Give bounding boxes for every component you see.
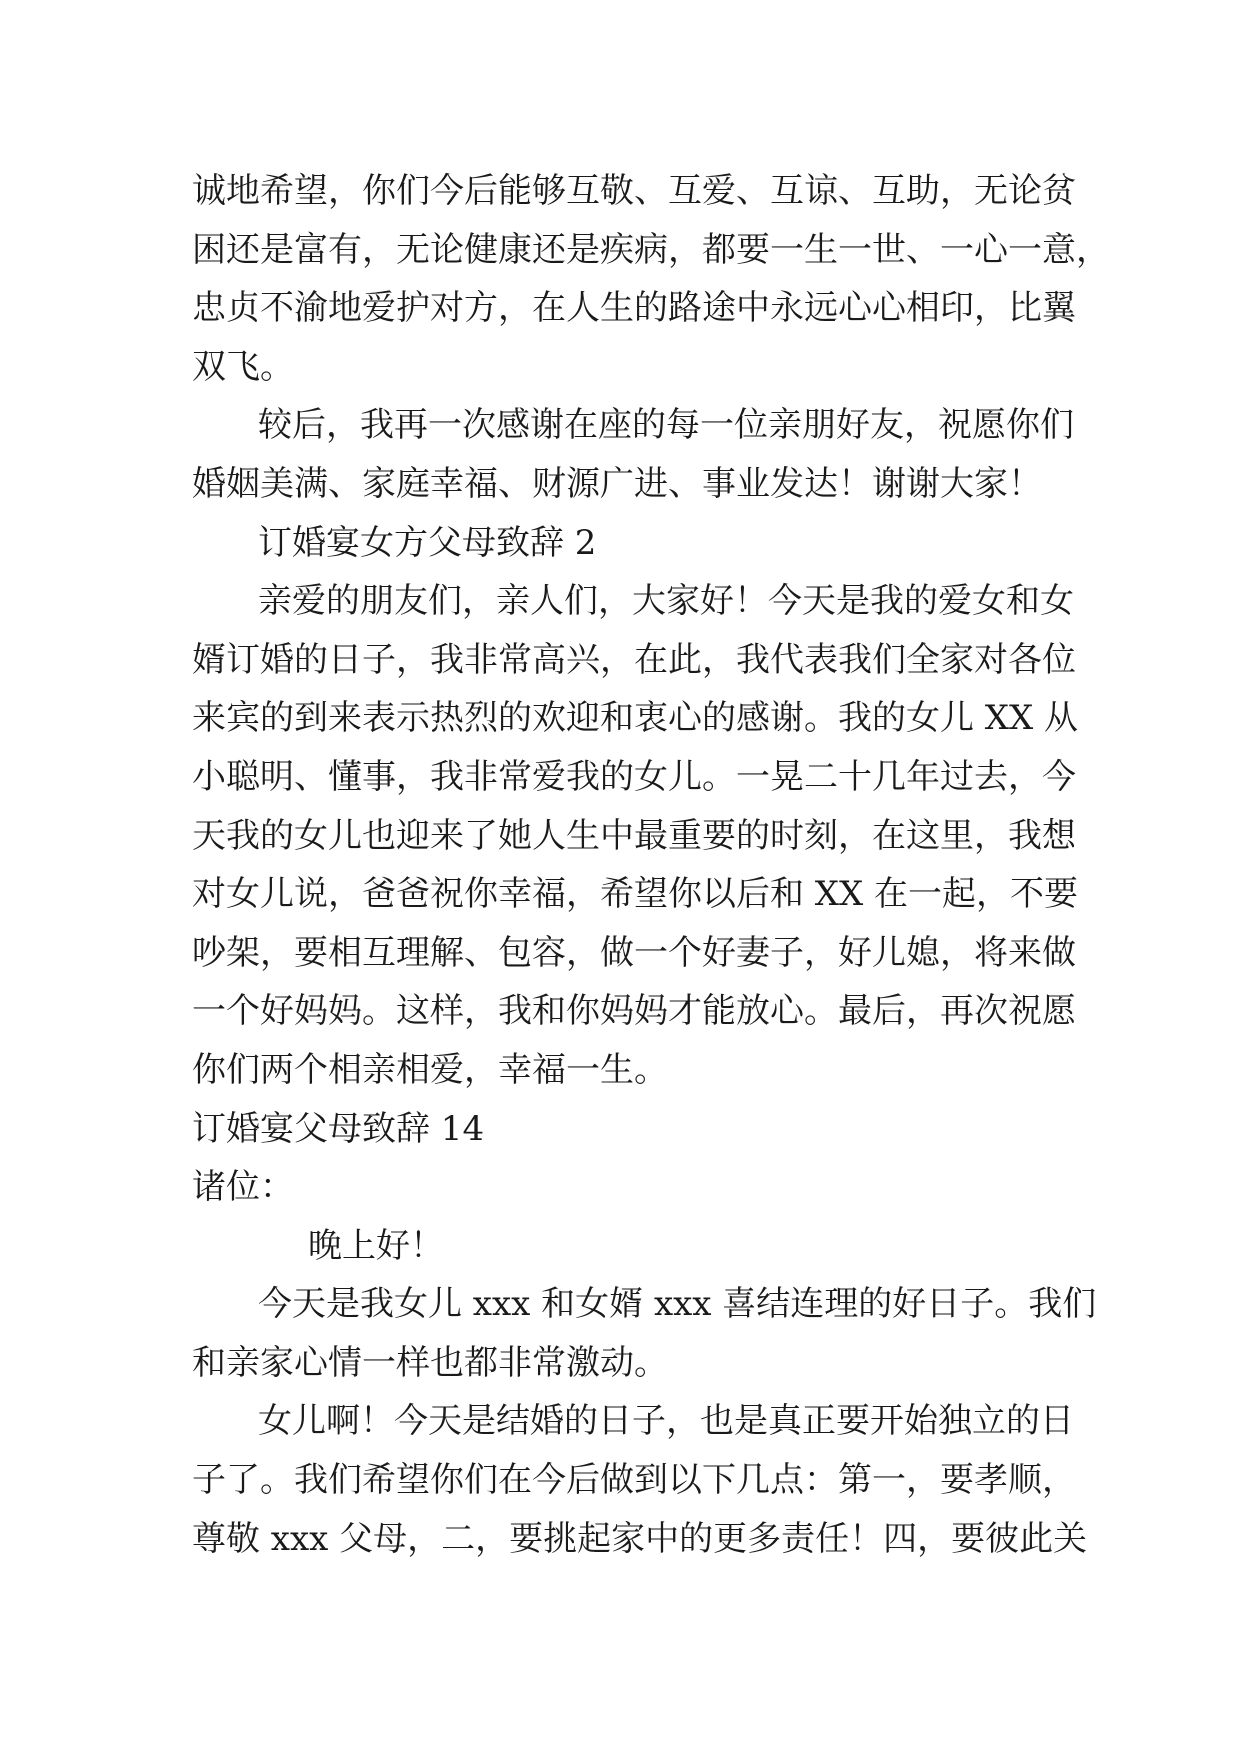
document-body [192, 162, 1110, 1568]
text-line: 尊敬 xxx 父母，二，要挑起家中的更多责任！四，要彼此关 [192, 1518, 1088, 1559]
section-heading: 订婚宴女方父母致辞 2 [258, 522, 597, 563]
text-line: 婚姻美满、家庭幸福、财源广进、事业发达！谢谢大家！ [192, 463, 1042, 504]
text-line: 今天是我女儿 xxx 和女婿 xxx 喜结连理的好日子。我们 [258, 1284, 1097, 1325]
text-line: 天我的女儿也迎来了她人生中最重要的时刻，在这里，我想 [192, 815, 1076, 856]
text-line: 诚地希望，你们今后能够互敬、互爱、互谅、互助，无论贫 [192, 171, 1076, 211]
greeting: 晚上好！ [308, 1225, 444, 1266]
text-line: 较后，我再一次感谢在座的每一位亲朋好友，祝愿你们 [258, 405, 1074, 446]
text-line: 双飞。 [192, 346, 294, 387]
text-line: 小聪明、懂事，我非常爱我的女儿。一晃二十几年过去，今 [192, 756, 1076, 797]
text-line: 和亲家心情一样也都非常激动。 [192, 1342, 668, 1383]
text-line: 吵架，要相互理解、包容，做一个好妻子，好儿媳，将来做 [192, 932, 1076, 973]
text-line: 一个好妈妈。这样，我和你妈妈才能放心。最后，再次祝愿 [192, 991, 1076, 1032]
text-line: 子了。我们希望你们在今后做到以下几点：第一，要孝顺， [192, 1460, 1076, 1501]
text-line: 来宾的到来表示热烈的欢迎和衷心的感谢。我的女儿 XX 从 [192, 698, 1079, 739]
text-line: 婿订婚的日子，我非常高兴，在此，我代表我们全家对各位 [192, 639, 1076, 680]
salutation: 诸位： [192, 1167, 294, 1208]
text-line: 困还是富有，无论健康还是疾病，都要一生一世、一心一意， [192, 229, 1110, 270]
section-heading: 订婚宴父母致辞 14 [192, 1108, 485, 1149]
text-line: 女儿啊！今天是结婚的日子，也是真正要开始独立的日 [258, 1401, 1074, 1442]
text-line: 亲爱的朋友们，亲人们，大家好！今天是我的爱女和女 [258, 581, 1074, 622]
text-line: 对女儿说，爸爸祝你幸福，希望你以后和 XX 在一起，不要 [192, 874, 1079, 915]
text-line: 忠贞不渝地爱护对方，在人生的路途中永远心心相印，比翼 [192, 288, 1076, 329]
text-line: 你们两个相亲相爱，幸福一生。 [192, 1049, 668, 1090]
